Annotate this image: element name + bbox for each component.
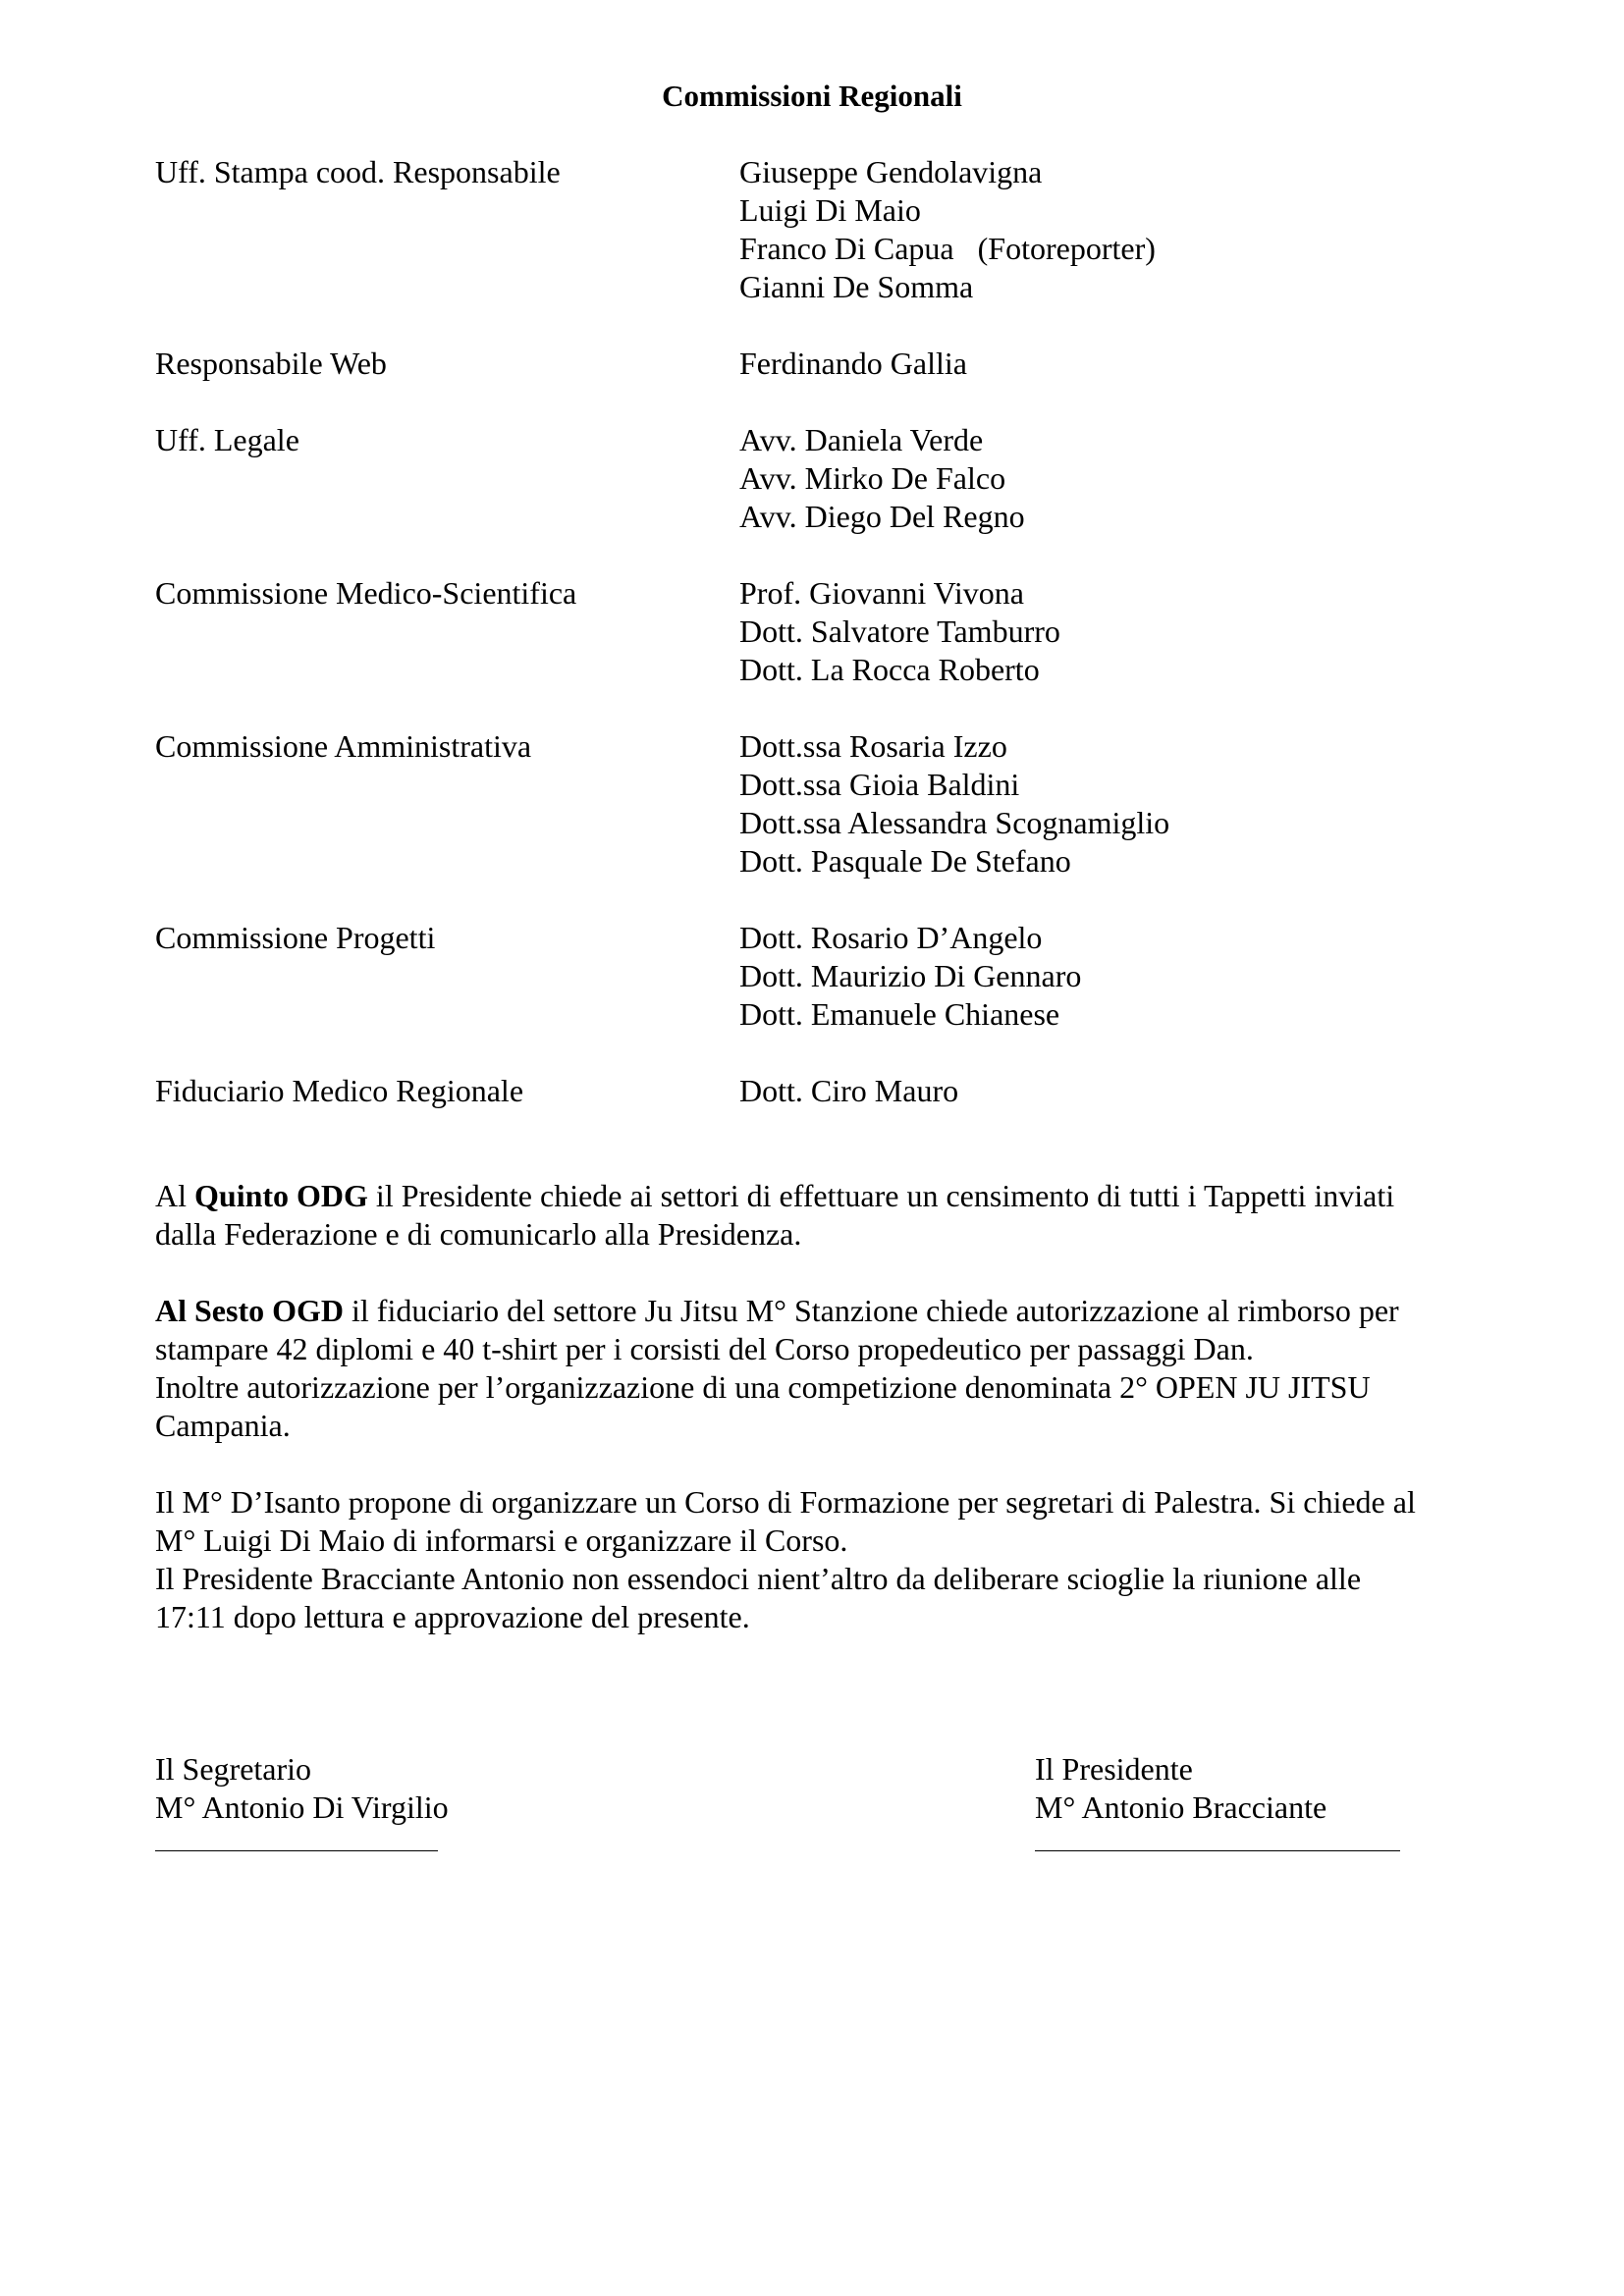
paragraph-line (155, 1177, 1510, 1215)
paragraph-line (155, 1292, 1510, 1330)
roster-role-label: Uff. Stampa cood. Responsabile (155, 154, 561, 189)
signature-line (155, 1850, 438, 1851)
paragraph-text: il fiduciario del settore Ju Jitsu M° Stanzione chiede autorizzazione al rimborso per (344, 1293, 1399, 1328)
roster-member: Avv. Daniela Verde (739, 422, 984, 457)
paragraph-line: Il M° D’Isanto propone di organizzare un Corso di Formazione per segretari di Palestra. Si chiede al (155, 1484, 1416, 1520)
signature-block (155, 1750, 1471, 1868)
roster-member: Dott. Salvatore Tamburro (739, 614, 1060, 649)
roster-member-list (739, 345, 1471, 383)
paragraph-chiusura (155, 1560, 1510, 1636)
paragraph-line: 17:11 dopo lettura e approvazione del presente. (155, 1599, 750, 1634)
commission-roster (155, 153, 1471, 1148)
roster-member: Dott. Ciro Mauro (739, 1073, 959, 1108)
roster-group-responsabile-web (155, 345, 1471, 383)
paragraph-line: Campania. (155, 1408, 291, 1443)
roster-member-list (739, 727, 1471, 881)
roster-role-label: Responsabile Web (155, 346, 387, 381)
roster-role-label: Commissione Medico-Scientifica (155, 575, 577, 611)
paragraph-line: Inoltre autorizzazione per l’organizzazione di una competizione denominata 2° OPEN JU JITSU (155, 1369, 1371, 1405)
paragraph-prefix: Al (155, 1178, 194, 1213)
signature-name: M° Antonio Bracciante (1035, 1789, 1327, 1825)
roster-member: Dott. Pasquale De Stefano (739, 843, 1071, 879)
paragraph-line: stampare 42 diplomi e 40 t-shirt per i corsisti del Corso propedeutico per passaggi Dan. (155, 1331, 1254, 1366)
roster-group-fiduciario-medico (155, 1072, 1471, 1110)
roster-member: Dott. Rosario D’Angelo (739, 920, 1043, 955)
roster-member: Franco Di Capua (Fotoreporter) (739, 231, 1156, 266)
signature-role: Il Presidente (1035, 1751, 1193, 1787)
roster-member: Prof. Giovanni Vivona (739, 575, 1024, 611)
paragraph-sesto-odg (155, 1292, 1510, 1445)
roster-member: Gianni De Somma (739, 269, 974, 304)
roster-member-list (739, 574, 1471, 689)
paragraph-line: M° Luigi Di Maio di informarsi e organizzare il Corso. (155, 1522, 848, 1558)
roster-member: Dott. Emanuele Chianese (739, 996, 1060, 1032)
paragraph-line: Il Presidente Bracciante Antonio non essendoci nient’altro da deliberare scioglie la riunione alle (155, 1561, 1362, 1596)
roster-member: Ferdinando Gallia (739, 346, 967, 381)
roster-member: Dott.ssa Rosaria Izzo (739, 728, 1007, 764)
signature-role: Il Segretario (155, 1751, 312, 1787)
roster-member: Giuseppe Gendolavigna (739, 154, 1043, 189)
roster-member: Dott.ssa Gioia Baldini (739, 767, 1020, 802)
paragraph-corso-formazione (155, 1483, 1510, 1560)
paragraph-text: il Presidente chiede ai settori di effettuare un censimento di tutti i Tappetti inviati (367, 1178, 1395, 1213)
roster-member: Dott. La Rocca Roberto (739, 652, 1040, 687)
roster-member-list (739, 1072, 1471, 1110)
roster-group-uff-stampa (155, 153, 1471, 306)
paragraph-bold-heading: Quinto ODG (194, 1178, 368, 1213)
paragraph-quinto-odg (155, 1177, 1510, 1254)
paragraph-line: dalla Federazione e di comunicarlo alla Presidenza. (155, 1216, 802, 1252)
roster-group-medico-scientifica (155, 574, 1471, 689)
signature-name: M° Antonio Di Virgilio (155, 1789, 449, 1825)
roster-member: Avv. Diego Del Regno (739, 499, 1025, 534)
roster-member: Dott. Maurizio Di Gennaro (739, 958, 1082, 993)
page-title: Commissioni Regionali (662, 79, 962, 113)
roster-member: Avv. Mirko De Falco (739, 460, 1006, 496)
signature-line (1035, 1850, 1400, 1851)
roster-role-label: Fiduciario Medico Regionale (155, 1073, 524, 1108)
roster-group-progetti (155, 919, 1471, 1034)
paragraph-bold-heading: Al Sesto OGD (155, 1293, 344, 1328)
roster-group-amministrativa (155, 727, 1471, 881)
signature-presidente (1035, 1750, 1467, 1851)
roster-member-list (739, 919, 1471, 1034)
roster-role-label: Uff. Legale (155, 422, 299, 457)
roster-group-uff-legale (155, 421, 1471, 536)
roster-role-label: Commissione Amministrativa (155, 728, 532, 764)
roster-member: Luigi Di Maio (739, 192, 921, 228)
minutes-body (155, 1177, 1510, 1636)
roster-member-list (739, 153, 1471, 306)
roster-member-list (739, 421, 1471, 536)
roster-member: Dott.ssa Alessandra Scognamiglio (739, 805, 1170, 840)
signature-segretario (155, 1750, 587, 1851)
roster-role-label: Commissione Progetti (155, 920, 436, 955)
